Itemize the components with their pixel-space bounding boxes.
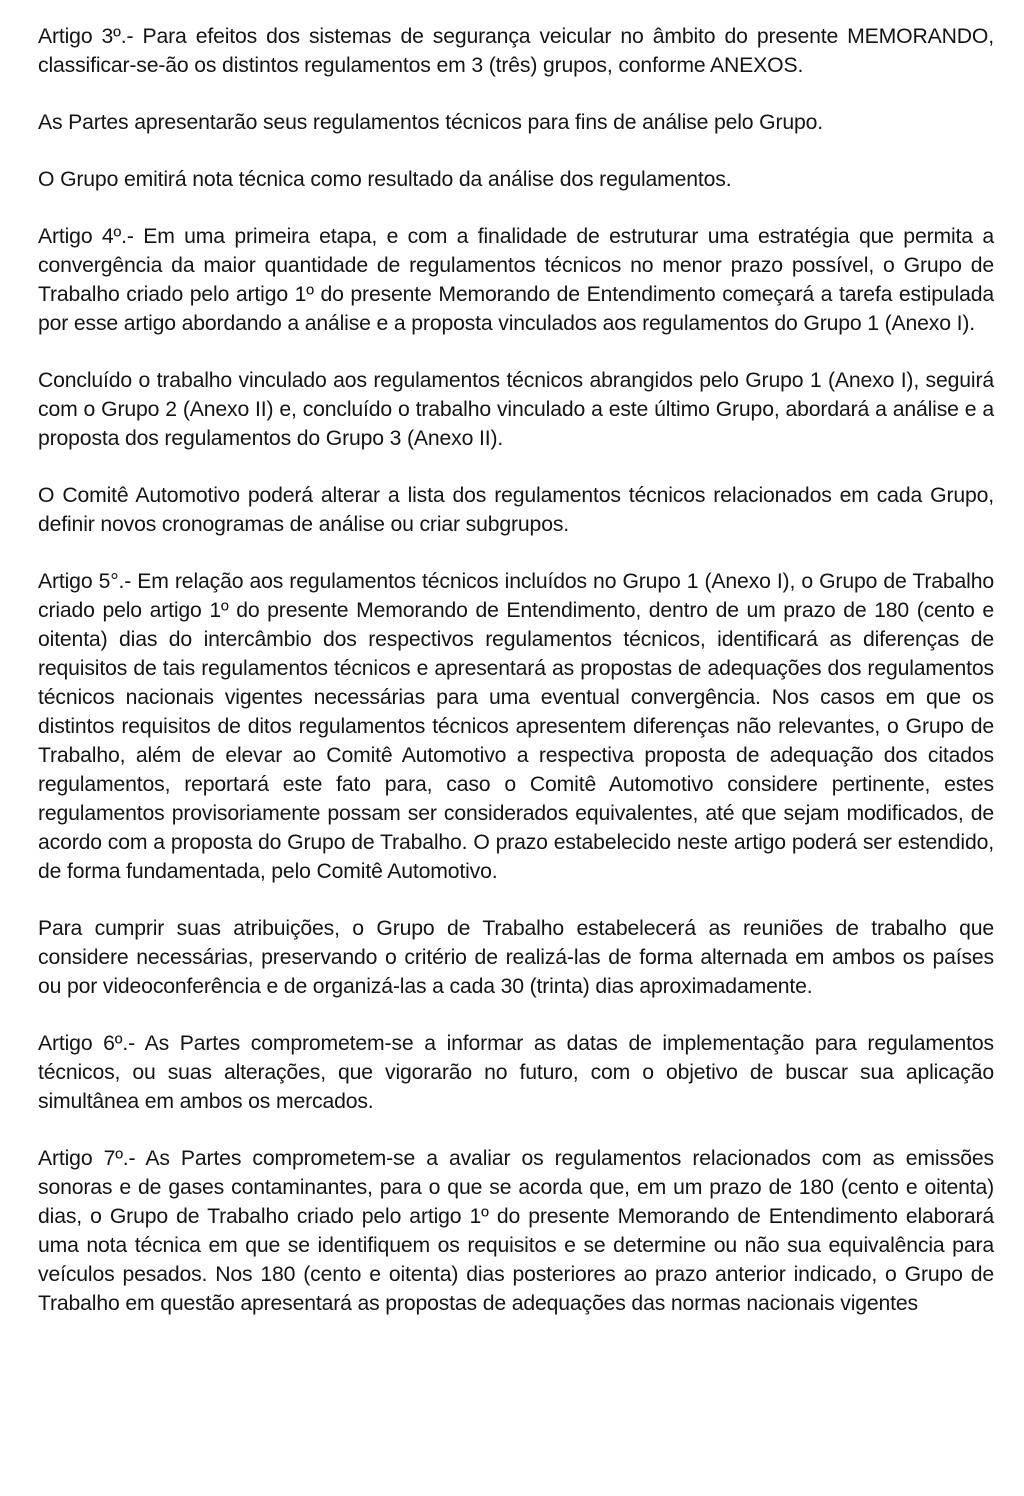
paragraph-artigo-7: Artigo 7º.- As Partes comprometem-se a avaliar os regulamentos relacionados com as emissões sonoras e de gases contaminantes, para o que se acorda que, em um prazo de 180 (cento e oitenta) dias, o Grupo de Trabalho criado pelo artigo 1º do presente Memorando de Entendimento elaborará uma nota técnica em que se identifiquem os requisitos e se determine ou não sua equivalência para veículos pesados. Nos 180 (cento e oitenta) dias posteriores ao prazo anterior indicado, o Grupo de Trabalho em questão apresentará as propostas de adequações das normas nacionais vigentes bbox=[38, 1147, 994, 1315]
paragraph-cumprir-atribuicoes: Para cumprir suas atribuições, o Grupo de Trabalho estabelecerá as reuniões de trabalho que considere necessárias, preservando o critério de realizá-las de forma alternada em ambos os países ou por videoconferência e de organizá-las a cada 30 (trinta) dias aproximadamente. bbox=[38, 917, 994, 998]
paragraph-grupo-emitira: O Grupo emitirá nota técnica como resultado da análise dos regulamentos. bbox=[38, 168, 732, 191]
paragraph-artigo-6: Artigo 6º.- As Partes comprometem-se a informar as datas de implementação para regulamentos técnicos, ou suas alterações, que vigorarão no futuro, com o objetivo de buscar sua aplicação simultânea em ambos os mercados. bbox=[38, 1032, 994, 1113]
paragraph-artigo-5: Artigo 5°.- Em relação aos regulamentos técnicos incluídos no Grupo 1 (Anexo I), o Grupo de Trabalho criado pelo artigo 1º do presente Memorando de Entendimento, dentro de um prazo de 180 (cento e oitenta) dias do intercâmbio dos respectivos regulamentos técnicos, identificará as diferenças de requisitos de tais regulamentos técnicos e apresentará as propostas de adequações dos regulamentos técnicos nacionais vigentes necessárias para uma eventual convergência. Nos casos em que os distintos requisitos de ditos regulamentos técnicos apresentem diferenças não relevantes, o Grupo de Trabalho, além de elevar ao Comitê Automotivo a respectiva proposta de adequação dos citados regulamentos, reportará este fato para, caso o Comitê Automotivo considere pertinente, estes regulamentos provisoriamente possam ser considerados equivalentes, até que sejam modificados, de acordo com a proposta do Grupo de Trabalho. O prazo estabelecido neste artigo poderá ser estendido, de forma fundamentada, pelo Comitê Automotivo. bbox=[38, 570, 994, 883]
document-page bbox=[38, 22, 994, 1346]
paragraph-artigo-3: Artigo 3º.- Para efeitos dos sistemas de segurança veicular no âmbito do presente MEMORANDO, classificar-se-ão os distintos regulamentos em 3 (três) grupos, conforme ANEXOS. bbox=[38, 25, 994, 77]
paragraph-artigo-4: Artigo 4º.- Em uma primeira etapa, e com a finalidade de estruturar uma estratégia que permita a convergência da maior quantidade de regulamentos técnicos no menor prazo possível, o Grupo de Trabalho criado pelo artigo 1º do presente Memorando de Entendimento começará a tarefa estipulada por esse artigo abordando a análise e a proposta vinculados aos regulamentos do Grupo 1 (Anexo I). bbox=[38, 225, 994, 335]
paragraph-partes-apresentarao: As Partes apresentarão seus regulamentos técnicos para fins de análise pelo Grupo. bbox=[38, 111, 824, 134]
paragraph-concluido-trabalho: Concluído o trabalho vinculado aos regulamentos técnicos abrangidos pelo Grupo 1 (Anexo I), seguirá com o Grupo 2 (Anexo II) e, concluído o trabalho vinculado a este último Grupo, abordará a análise e a proposta dos regulamentos do Grupo 3 (Anexo II). bbox=[38, 369, 994, 450]
paragraph-comite-automotivo: O Comitê Automotivo poderá alterar a lista dos regulamentos técnicos relacionados em cada Grupo, definir novos cronogramas de análise ou criar subgrupos. bbox=[38, 484, 994, 536]
